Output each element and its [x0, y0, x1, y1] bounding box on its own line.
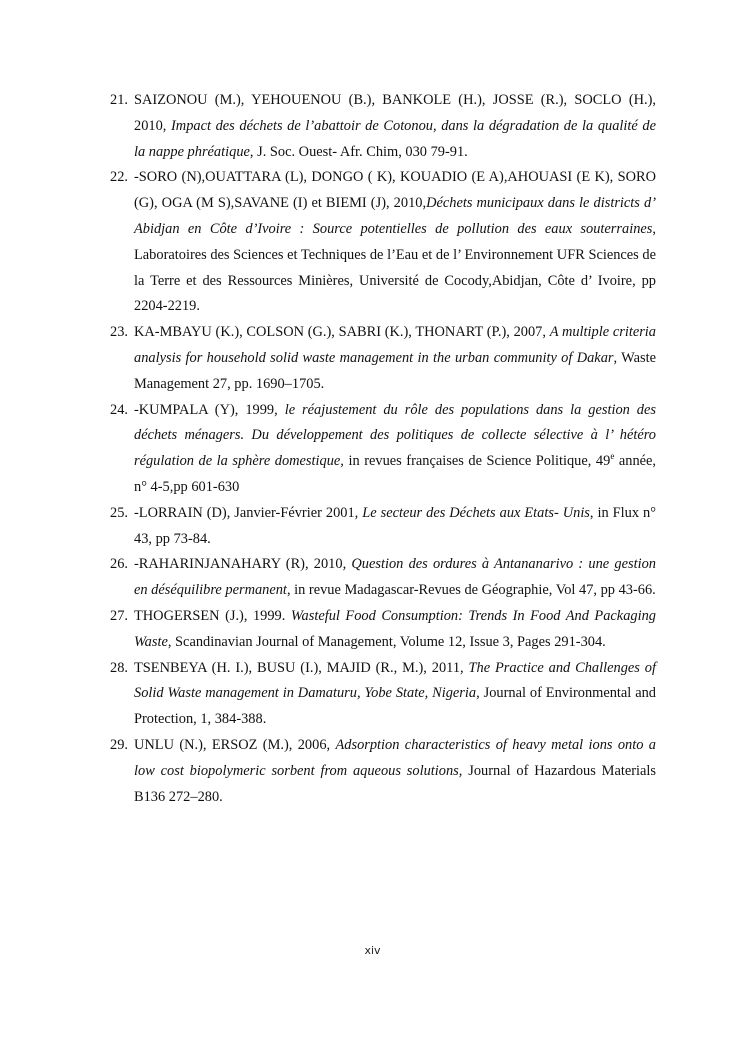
reference-item — [110, 88, 656, 165]
reference-item — [110, 552, 656, 604]
reference-title: , le réajustement du rôle des populations dans la gestion des déchets ménagers. Du développement des politiques de collecte sélective à l’ hétéro régulation de la sphère domestique, — [134, 401, 656, 470]
reference-text: -SORO (N),OUATTARA (L), DONGO ( K), KOUADIO (E A),AHOUASI (E K), SORO (G), OGA (M S),SAVANE (I) et BIEMI (J), 2010, — [134, 169, 656, 212]
reference-item — [110, 501, 656, 553]
reference-text: , in Flux n° 43, pp 73-84. — [134, 504, 656, 547]
reference-text: , J. Soc. Ouest- Afr. Chim, 030 79-91. — [249, 143, 468, 160]
reference-item — [110, 733, 656, 810]
reference-text: KA-MBAYU (K.), COLSON (G.), SABRI (K.), THONART (P.), 2007, — [134, 324, 550, 341]
reference-text: année, n° 4-5,pp 601-630 — [134, 453, 657, 495]
page-number: xiv — [364, 944, 381, 957]
reference-title: Wasteful Food Consumption: Trends In Food And Packaging Waste — [134, 607, 656, 650]
reference-number: 29. — [110, 736, 128, 753]
reference-title: A multiple criteria analysis for household solid waste management in the urban community of Dakar — [134, 324, 656, 366]
reference-title: , Le secteur des Déchets aux Etats- Unis — [354, 504, 590, 521]
reference-text: THOGERSEN (J.), 1999. — [134, 607, 291, 624]
reference-text: , in revue Madagascar-Revues de Géographie, Vol 47, pp 43-66. — [286, 582, 656, 599]
reference-title: The Practice and Challenges of Solid Waste management in Damaturu, Yobe State, Nigeria — [134, 659, 656, 702]
reference-list — [110, 88, 656, 810]
reference-number: 24. — [110, 401, 128, 418]
reference-number: 26. — [110, 556, 128, 573]
reference-text: , Journal of Environmental and Protection, 1, 384-388. — [134, 685, 656, 728]
reference-text: SAIZONOU (M.), YEHOUENOU (B.), BANKOLE (H.), JOSSE (R.), SOCLO (H.), 2010, — [134, 92, 656, 134]
reference-text: , Scandinavian Journal of Management, Volume 12, Issue 3, Pages 291-304. — [167, 633, 606, 650]
reference-title: , Question des ordures à Antananarivo : une gestion en déséquilibre permanent — [134, 556, 656, 599]
reference-text: , Laboratoires des Sciences et Techniques de l’Eau et de l’ Environnement UFR Sciences de la Terre et des Ressources Minières, Université de Cocody,Abidjan, Côte d’ Ivoire, pp 2204-2219. — [134, 220, 656, 315]
reference-text: -LORRAIN (D), Janvier-Février 2001 — [134, 504, 355, 521]
reference-text: UNLU (N.), ERSOZ (M.), 2006, — [134, 736, 336, 753]
reference-number: 21. — [110, 92, 128, 108]
reference-number: 22. — [110, 169, 128, 186]
reference-text: TSENBEYA (H. I.), BUSU (I.), MAJID (R., M.), 2011, — [134, 659, 469, 676]
reference-title: Déchets municipaux dans le districts d’ Abidjan en Côte d’Ivoire : Source potentielles de pollution des eaux souterraines — [134, 195, 656, 237]
reference-item — [110, 604, 656, 656]
reference-title: Adsorption characteristics of heavy metal ions onto a low cost biopolymeric sorbent from aqueous solutions, — [134, 736, 656, 779]
reference-item — [110, 656, 656, 733]
reference-number: 23. — [110, 324, 128, 341]
reference-item — [110, 398, 656, 501]
reference-number: 28. — [110, 659, 128, 676]
reference-text: , Waste Management 27, pp. 1690–1705. — [134, 349, 656, 392]
reference-title: Impact des déchets de l’abattoir de Cotonou, dans la dégradation de la qualité de la nappe phréatique — [134, 117, 657, 160]
reference-item — [110, 165, 656, 320]
reference-text: -RAHARINJANAHARY (R), 2010 — [134, 556, 343, 573]
reference-item — [110, 320, 656, 397]
reference-number: 25. — [110, 504, 128, 521]
reference-text: -KUMPALA (Y), 1999 — [134, 401, 275, 418]
reference-text: e — [610, 451, 615, 462]
reference-text: in revues françaises de Science Politique, 49 — [343, 453, 611, 470]
reference-number: 27. — [110, 607, 128, 624]
reference-text: Journal of Hazardous Materials B136 272–280. — [134, 762, 657, 805]
